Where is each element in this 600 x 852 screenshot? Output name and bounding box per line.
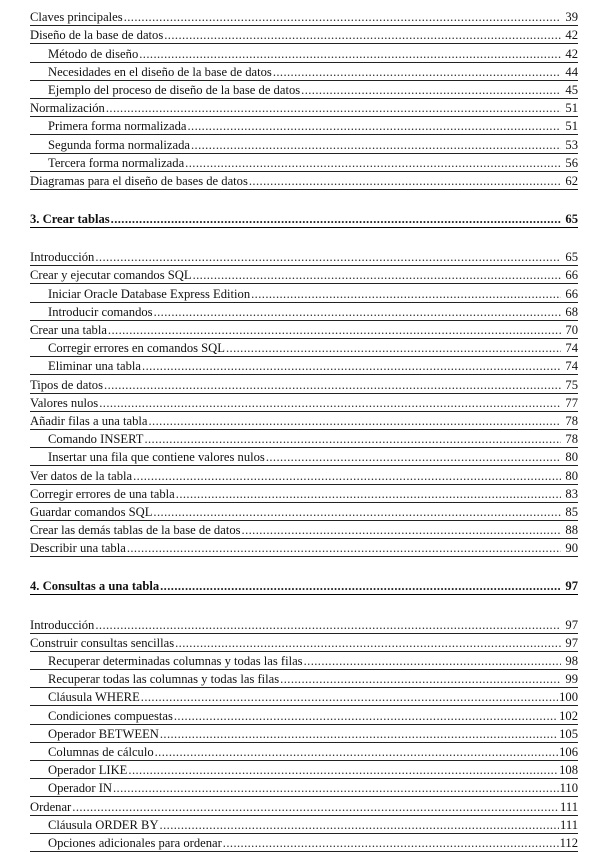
dot-leader [160,727,558,741]
table-of-contents [30,8,578,852]
page-number: 53 [565,137,578,152]
page-number: 99 [565,672,578,687]
page-number: 90 [565,541,578,556]
entry-title: Operador BETWEEN [48,726,159,741]
page-number: 42 [565,28,578,43]
dot-leader [304,654,561,668]
page-number: 44 [565,64,578,79]
dot-leader [142,359,561,373]
entry-title: Recuperar determinadas columnas y todas las filas [48,654,303,668]
entry-title: Comando INSERT [48,432,144,447]
page-number: 85 [565,504,578,519]
dot-leader [155,745,558,759]
dot-leader [193,268,561,282]
toc-entry-row[interactable] [30,339,578,357]
page-number: 100 [559,690,578,705]
entry-title: Corregir errores en comandos SQL [48,341,225,356]
page-number: 65 [565,250,578,265]
dot-leader [160,579,561,593]
entry-title: Ejemplo del proceso de diseño de la base de datos [48,82,301,97]
dot-leader [185,156,561,170]
page-number: 66 [565,286,578,301]
toc-entry-row[interactable] [30,248,578,266]
page-number: 112 [559,835,578,850]
toc-entry-row[interactable] [30,743,578,761]
page-number: 51 [565,119,578,134]
page-number: 98 [565,654,578,668]
toc-entry-row[interactable] [30,670,578,688]
entry-title: Diseño de la base de datos [30,28,164,43]
toc-entry-row[interactable] [30,63,578,81]
toc-entry-row[interactable] [30,430,578,448]
dot-leader [72,800,559,814]
toc-entry-row[interactable] [30,761,578,779]
page-number: 62 [565,173,578,188]
page-number: 65 [565,212,578,227]
dot-leader [251,287,561,301]
page-number: 111 [560,817,578,832]
dot-leader [191,138,561,152]
chapter-title: 3. Crear tablas [30,212,110,227]
dot-leader [226,341,561,355]
toc-entry-row[interactable] [30,81,578,99]
dot-leader [249,174,561,188]
toc-entry-row[interactable] [30,135,578,153]
toc-entry-row[interactable] [30,394,578,412]
entry-title: Añadir filas a una tabla [30,413,148,428]
entry-title: Método de diseño [48,46,139,61]
dot-leader [273,65,561,79]
toc-entry-row[interactable] [30,303,578,321]
page-number: 110 [559,781,578,796]
dot-leader [133,469,561,483]
toc-chapter-row[interactable] [30,577,578,595]
toc-entry-row[interactable] [30,615,578,633]
entry-title: Ordenar [30,799,72,814]
entry-title: Opciones adicionales para ordenar [48,835,222,850]
toc-entry-row[interactable] [30,117,578,135]
page-number: 66 [565,268,578,283]
entry-title: Diagramas para el diseño de bases de datos [30,173,248,188]
toc-entry-row[interactable] [30,26,578,44]
chapter-spacer [30,190,578,210]
entry-title: Iniciar Oracle Database Express Edition [48,286,251,301]
dot-leader [124,10,561,24]
page-number: 77 [565,395,578,410]
page-number: 105 [559,726,578,741]
toc-entry-row[interactable] [30,412,578,430]
page-number: 97 [565,617,578,632]
dot-leader [128,763,558,777]
dot-leader [144,432,561,446]
page-number: 51 [565,101,578,116]
toc-entry-row[interactable] [30,172,578,190]
entry-title: Claves principales [30,10,123,25]
entry-title: Introducción [30,617,95,632]
entry-title: Construir consultas sencillas [30,635,175,650]
dot-leader [174,709,558,723]
toc-entry-row[interactable] [30,448,578,466]
dot-leader [108,323,561,337]
page-number: 83 [565,486,578,501]
toc-entry-row[interactable] [30,797,578,815]
dot-leader [160,818,559,832]
dot-leader [106,101,561,115]
toc-chapter-row[interactable] [30,210,578,228]
toc-entry-row[interactable] [30,8,578,26]
dot-leader [223,836,559,850]
toc-entry-row[interactable] [30,816,578,834]
toc-entry-row[interactable] [30,284,578,302]
toc-entry-row[interactable] [30,154,578,172]
chapter-spacer [30,228,578,248]
entry-title: Guardar comandos SQL [30,504,153,519]
dot-leader [154,305,561,319]
entry-title: Segunda forma normalizada [48,137,190,152]
dot-leader [242,523,561,537]
entry-title: Valores nulos [30,395,99,410]
page-number: 78 [565,413,578,428]
page-number: 106 [559,744,578,759]
dot-leader [141,690,558,704]
entry-title: Introducir comandos [48,304,153,319]
dot-leader [187,119,561,133]
page-number: 70 [565,323,578,337]
dot-leader [104,378,561,392]
page-number: 111 [560,799,578,814]
dot-leader [280,672,561,686]
dot-leader [153,505,561,519]
entry-title: Operador IN [48,781,112,796]
entry-title: Crear una tabla [30,323,107,337]
dot-leader [113,781,559,795]
entry-title: Cláusula ORDER BY [48,817,159,832]
page-number: 108 [559,763,578,778]
page-number: 97 [565,579,578,594]
entry-title: Primera forma normalizada [48,119,187,134]
entry-title: Insertar una fila que contiene valores nulos [48,450,265,465]
toc-entry-row[interactable] [30,99,578,117]
dot-leader [175,636,561,650]
toc-entry-row[interactable] [30,688,578,706]
toc-entry-row[interactable] [30,357,578,375]
entry-title: Tipos de datos [30,377,104,392]
dot-leader [139,47,561,61]
page-number: 102 [559,708,578,723]
page-number: 88 [565,523,578,538]
dot-leader [266,450,561,464]
page-number: 80 [565,450,578,465]
page-number: 56 [565,155,578,170]
page-number: 74 [565,341,578,356]
toc-entry-row[interactable] [30,834,578,852]
entry-title: Introducción [30,250,95,265]
dot-leader [164,28,561,42]
page-number: 97 [565,635,578,650]
entry-title: Eliminar una tabla [48,359,142,374]
toc-entry-row[interactable] [30,521,578,539]
dot-leader [95,618,561,632]
toc-entry-row[interactable] [30,634,578,652]
dot-leader [149,414,562,428]
toc-entry-row[interactable] [30,321,578,339]
entry-title: Ver datos de la tabla [30,468,133,483]
entry-title: Crear las demás tablas de la base de datos [30,523,241,538]
toc-entry-row[interactable] [30,652,578,670]
entry-title: Necesidades en el diseño de la base de datos [48,64,272,79]
entry-title: Condiciones compuestas [48,708,173,723]
dot-leader [127,541,561,555]
page-number: 39 [565,10,578,25]
entry-title: Operador LIKE [48,763,128,778]
toc-entry-row[interactable] [30,375,578,393]
toc-entry-row[interactable] [30,725,578,743]
page-number: 74 [565,359,578,374]
entry-title: Columnas de cálculo [48,744,154,759]
chapter-spacer [30,595,578,615]
toc-entry-row[interactable] [30,539,578,557]
page-number: 78 [565,432,578,447]
page-number: 68 [565,304,578,319]
dot-leader [99,396,561,410]
entry-title: Recuperar todas las columnas y todas las filas [48,672,280,687]
toc-entry-row[interactable] [30,706,578,724]
chapter-title: 4. Consultas a una tabla [30,579,160,594]
dot-leader [95,250,561,264]
entry-title: Tercera forma normalizada [48,155,185,170]
toc-entry-row[interactable] [30,503,578,521]
entry-title: Crear y ejecutar comandos SQL [30,268,192,283]
page-number: 45 [565,82,578,97]
toc-entry-row[interactable] [30,266,578,284]
dot-leader [111,212,561,226]
entry-title: Cláusula WHERE [48,690,140,705]
dot-leader [301,83,561,97]
toc-entry-row[interactable] [30,779,578,797]
toc-entry-row[interactable] [30,466,578,484]
chapter-spacer [30,557,578,577]
toc-entry-row[interactable] [30,44,578,62]
entry-title: Corregir errores de una tabla [30,486,175,501]
entry-title: Describir una tabla [30,541,126,556]
page-number: 42 [565,46,578,61]
page-number: 75 [565,377,578,392]
page-number: 80 [565,468,578,483]
toc-entry-row[interactable] [30,485,578,503]
entry-title: Normalización [30,101,105,116]
dot-leader [176,487,561,501]
